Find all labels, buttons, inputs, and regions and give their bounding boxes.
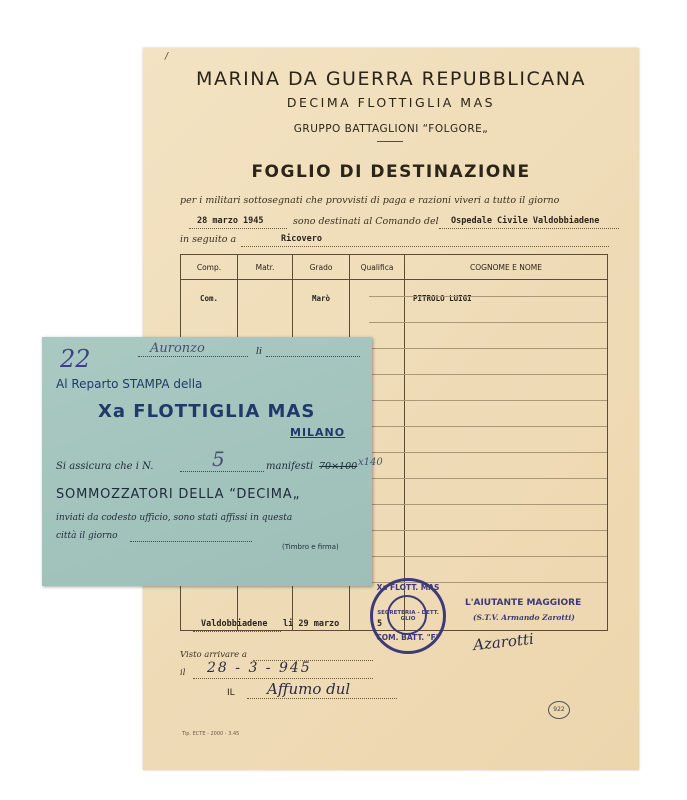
aiutante-signature: Azarotti xyxy=(472,629,535,655)
card-size-struck: 70×100 xyxy=(319,461,358,472)
card-body2: città il giorno xyxy=(56,531,118,541)
header-flotilla: DECIMA FLOTTIGLIA MAS xyxy=(286,95,496,110)
date-tail: 5 xyxy=(377,619,383,629)
official-stamp: Xa FLOTT. MAS SEGRETERIA - DETT. GLIO COM. BATT. "F" xyxy=(370,578,446,654)
table-header-row xyxy=(181,255,608,280)
header-rule xyxy=(377,141,403,142)
arrival-date: 28 - 3 - 945 xyxy=(207,660,312,676)
col-comp: Comp. xyxy=(181,255,238,280)
document-title: FOGLIO DI DESTINAZIONE xyxy=(251,162,531,182)
header-navy: MARINA DA GUERRA REPUBBLICANA xyxy=(196,68,586,90)
printer-note: Tip. ECTE - 2000 - 3.45 xyxy=(182,731,240,737)
card-number: 22 xyxy=(60,345,91,373)
seguito-label: in seguito a xyxy=(180,234,237,245)
place-value: Valdobbiadene xyxy=(201,619,268,629)
il-label: il xyxy=(180,668,186,678)
card-li-label: li xyxy=(256,346,263,357)
cell-nome: PITROLO LUIGI xyxy=(405,280,608,631)
card-to-line: Al Reparto STAMPA della xyxy=(56,377,203,391)
il-signature: Affumo dul xyxy=(267,680,351,698)
comando-value: Ospedale Civile Valdobbiadene xyxy=(451,216,600,226)
corner-mark: / xyxy=(165,52,169,62)
card-place: Auronzo xyxy=(150,341,205,356)
aiutante-title: L'AIUTANTE MAGGIORE xyxy=(465,598,582,608)
seguito-value: Ricovero xyxy=(281,234,322,244)
il-upper: IL xyxy=(227,688,235,698)
table-lines xyxy=(369,296,607,622)
date-value: 28 marzo 1945 xyxy=(197,216,264,226)
col-grado: Grado xyxy=(293,255,350,280)
card-manifesti: manifesti xyxy=(266,461,314,472)
card-size-new: x140 xyxy=(358,457,383,468)
col-qualifica: Qualifica xyxy=(350,255,405,280)
card-org: Xa FLOTTIGLIA MAS xyxy=(98,401,316,422)
card-timbro: (Timbro e firma) xyxy=(282,543,339,551)
cell-grado: Marò xyxy=(293,280,350,631)
card-city: MILANO xyxy=(290,426,346,439)
intro-text: per i militari sottosegnati che provvisti di paga e razioni viveri a tutto il giorno xyxy=(180,195,560,206)
confirmation-card xyxy=(42,337,383,586)
card-assures: Si assicura che i N. xyxy=(56,461,154,472)
visto-label: Visto arrivare a xyxy=(180,650,247,660)
destined-text: sono destinati al Comando del xyxy=(293,216,439,227)
card-body1: inviati da codesto ufficio, sono stati affissi in questa xyxy=(56,513,293,523)
col-nome: COGNOME E NOME xyxy=(405,255,608,280)
aiutante-name: (S.T.V. Armando Zarotti) xyxy=(473,613,575,622)
card-count: 5 xyxy=(212,447,225,471)
cell-comp: Com. xyxy=(181,280,238,631)
header-group: GRUPPO BATTAGLIONI “FOLGORE„ xyxy=(293,123,489,135)
col-matr: Matr. xyxy=(238,255,293,280)
card-subject: SOMMOZZATORI DELLA “DECIMA„ xyxy=(56,487,301,502)
archive-number: 922 xyxy=(548,701,570,719)
date-prefix: li 29 marzo xyxy=(283,619,340,629)
